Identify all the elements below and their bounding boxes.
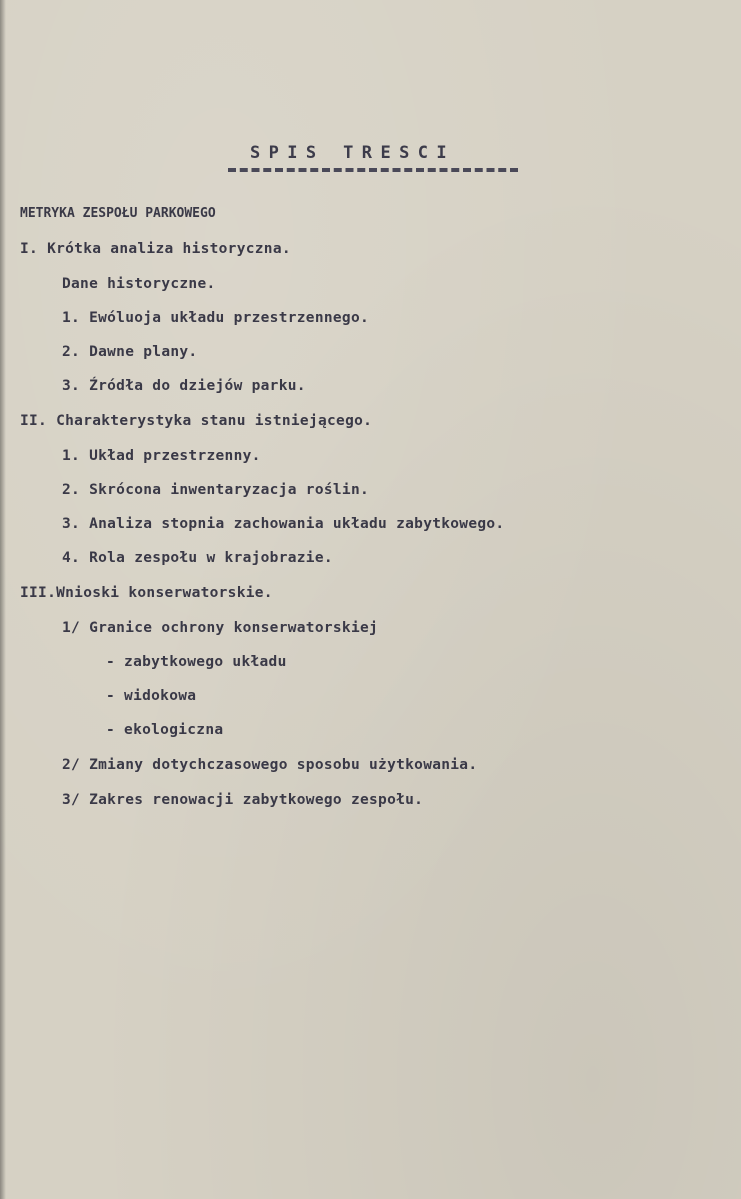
toc-subitem-3-1-a: - zabytkowego układu xyxy=(106,654,287,670)
document-title: SPIS TRESCI xyxy=(250,143,455,163)
toc-item-3-1: 1/ Granice ochrony konserwatorskiej xyxy=(62,620,379,636)
toc-item-2-3: 3. Analiza stopnia zachowania układu zabytkowego. xyxy=(62,516,505,532)
toc-item-dane: Dane historyczne. xyxy=(62,276,216,292)
toc-item-1-1: 1. Ewóluoja układu przestrzennego. xyxy=(62,310,370,326)
toc-item-1-2: 2. Dawne plany. xyxy=(62,344,198,360)
page-edge-shadow xyxy=(0,0,6,1199)
title-underline xyxy=(228,168,518,172)
toc-item-2-2: 2. Skrócona inwentaryzacja roślin. xyxy=(62,482,370,498)
toc-item-2-1: 1. Układ przestrzenny. xyxy=(62,448,261,464)
toc-subitem-3-1-b: - widokowa xyxy=(106,688,197,704)
toc-item-3-2: 2/ Zmiany dotychczasowego sposobu użytkowania. xyxy=(62,757,478,773)
toc-section-1: I. Krótka analiza historyczna. xyxy=(20,241,291,257)
toc-section-2: II. Charakterystyka stanu istniejącego. xyxy=(20,413,373,429)
toc-item-1-3: 3. Źródła do dziejów parku. xyxy=(62,378,306,394)
toc-heading-metryka: METRYKA ZESPOŁU PARKOWEGO xyxy=(20,206,216,221)
toc-subitem-3-1-c: - ekologiczna xyxy=(106,722,224,738)
toc-item-3-3: 3/ Zakres renowacji zabytkowego zespołu. xyxy=(62,792,424,808)
toc-section-3: III.Wnioski konserwatorskie. xyxy=(20,585,273,601)
toc-item-2-4: 4. Rola zespołu w krajobrazie. xyxy=(62,550,333,566)
